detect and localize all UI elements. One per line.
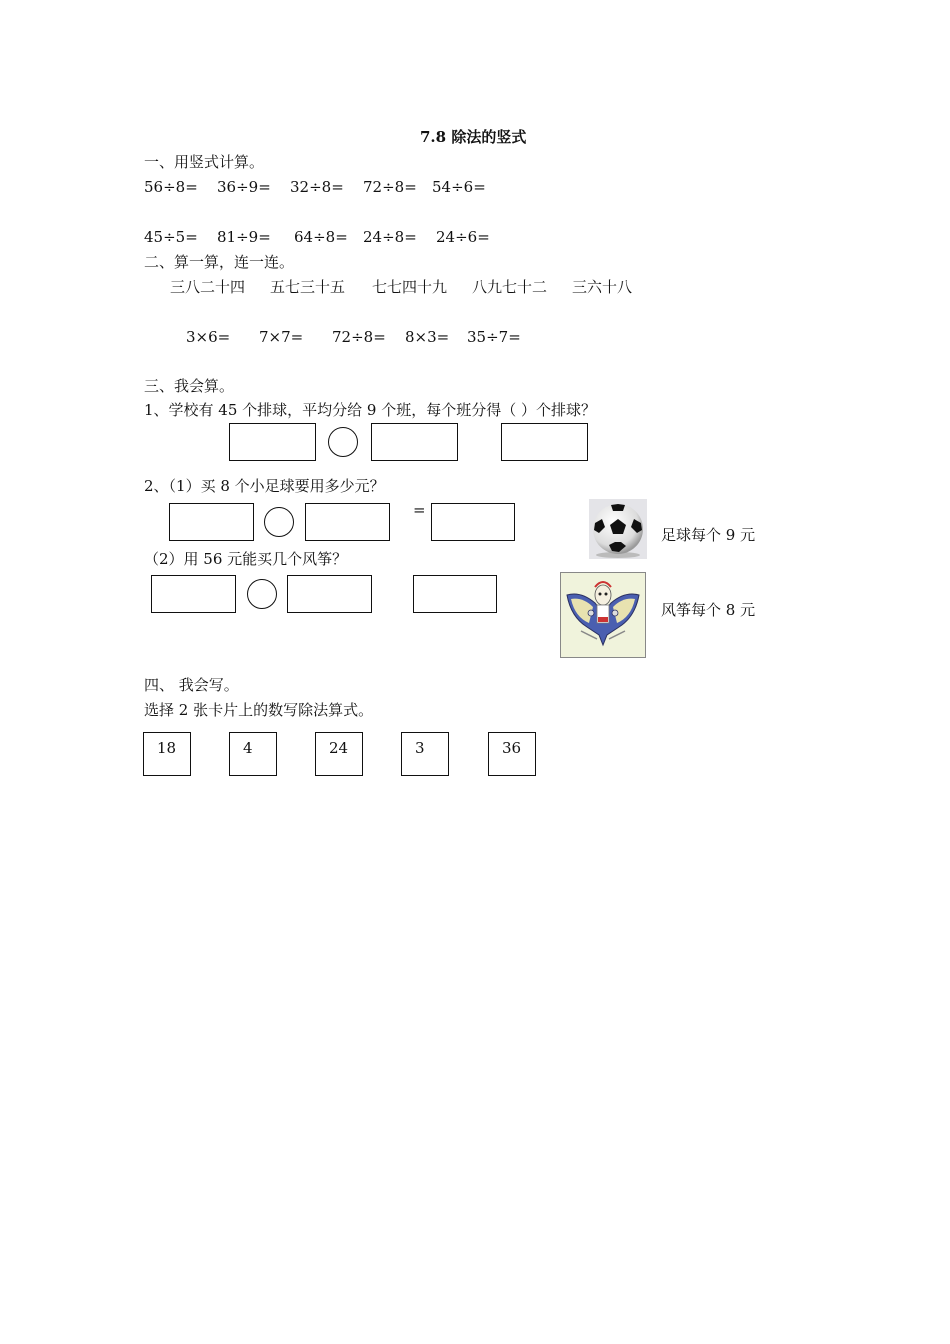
rhyme-3: 七七四十九: [372, 278, 448, 296]
number-card[interactable]: [488, 732, 536, 776]
question-2-2: （2）用 56 元能买几个风筝？: [144, 550, 348, 568]
q2-2-answer-box-1[interactable]: [151, 575, 236, 613]
question-1: 1、学校有 45 个排球，平均分给 9 个班，每个班分得（ ）个排球？: [144, 401, 597, 419]
q2-2-answer-box-3[interactable]: [413, 575, 497, 613]
football-image: [589, 499, 647, 559]
card-number: 3: [415, 739, 425, 757]
q2-1-answer-box-2[interactable]: [305, 503, 390, 541]
expr-1-4: 72÷8=: [363, 178, 417, 196]
section4-heading: 四、 我会写。: [144, 676, 239, 694]
number-card[interactable]: [401, 732, 449, 776]
page-title: 7.8 除法的竖式: [420, 128, 527, 146]
card-number: 36: [502, 739, 522, 757]
match-expr-1: 3×6=: [186, 328, 231, 346]
number-card[interactable]: [229, 732, 277, 776]
kite-price: 风筝每个 8 元: [661, 601, 756, 619]
q2-2-operator-circle[interactable]: [247, 579, 277, 609]
expr-2-1: 45÷5=: [144, 228, 198, 246]
kite-image: [560, 572, 646, 658]
expr-2-5: 24÷6=: [436, 228, 490, 246]
expr-1-1: 56÷8=: [144, 178, 198, 196]
q2-1-operator-circle[interactable]: [264, 507, 294, 537]
question-2-1: 2、（1）买 8 个小足球要用多少元？: [144, 477, 385, 495]
rhyme-1: 三八二十四: [170, 278, 246, 296]
rhyme-5: 三六十八: [572, 278, 633, 296]
card-number: 4: [243, 739, 253, 757]
expr-2-3: 64÷8=: [294, 228, 348, 246]
match-expr-3: 72÷8=: [332, 328, 386, 346]
section1-heading: 一、用竖式计算。: [144, 153, 265, 171]
equals-sign: =: [413, 501, 426, 519]
expr-2-4: 24÷8=: [363, 228, 417, 246]
football-icon: [589, 499, 647, 559]
q1-operator-circle[interactable]: [328, 427, 358, 457]
q1-answer-box-2[interactable]: [371, 423, 458, 461]
rhyme-2: 五七三十五: [270, 278, 346, 296]
match-expr-4: 8×3=: [405, 328, 450, 346]
q1-answer-box-1[interactable]: [229, 423, 316, 461]
q2-1-answer-box-1[interactable]: [169, 503, 254, 541]
rhyme-4: 八九七十二: [472, 278, 548, 296]
expr-1-2: 36÷9=: [217, 178, 271, 196]
q2-1-answer-box-3[interactable]: [431, 503, 515, 541]
football-price: 足球每个 9 元: [661, 526, 756, 544]
expr-1-5: 54÷6=: [432, 178, 486, 196]
number-card[interactable]: [315, 732, 363, 776]
number-card[interactable]: [143, 732, 191, 776]
card-number: 18: [157, 739, 177, 757]
expr-1-3: 32÷8=: [290, 178, 344, 196]
section3-heading: 三、我会算。: [144, 377, 235, 395]
expr-2-2: 81÷9=: [217, 228, 271, 246]
card-number: 24: [329, 739, 349, 757]
section2-heading: 二、算一算，连一连。: [144, 253, 295, 271]
section4-instruction: 选择 2 张卡片上的数写除法算式。: [144, 701, 374, 719]
match-expr-2: 7×7=: [259, 328, 304, 346]
match-expr-5: 35÷7=: [467, 328, 521, 346]
kite-icon: [561, 573, 645, 657]
q1-answer-box-3[interactable]: [501, 423, 588, 461]
q2-2-answer-box-2[interactable]: [287, 575, 372, 613]
